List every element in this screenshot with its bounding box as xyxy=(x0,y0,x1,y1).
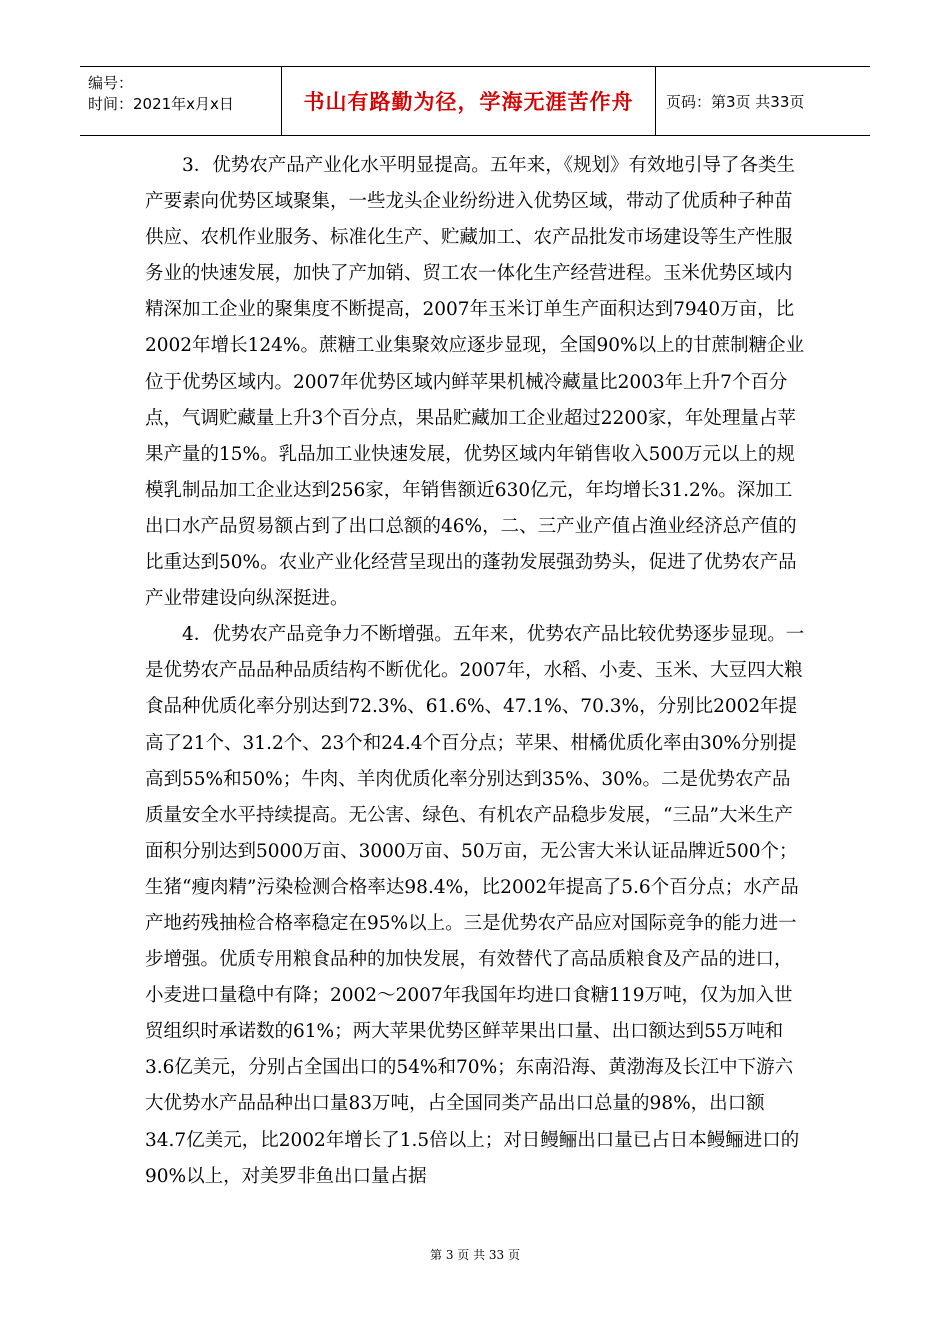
header-meta xyxy=(80,67,282,135)
header-motto: 书山有路勤为径，学海无涯苦作舟 xyxy=(282,67,656,135)
header-page-info: 页码：第3页 共33页 xyxy=(666,92,805,111)
document-date: 时间：2021年x月x日 xyxy=(88,95,234,113)
page-footer: 第 3 页 共 33 页 xyxy=(430,1248,520,1262)
document-number-label: 编号： xyxy=(88,74,134,92)
paragraph-3: 3．优势农产品产业化水平明显提高。五年来，《规划》有效地引导了各类生产要素向优势区域聚集，一些龙头企业纷纷进入优势区域，带动了优质种子种苗供应、农机作业服务、标准化生产、贮藏加工、农产品批发市场建设等生产性服务业的快速发展，加快了产加销、贸工农一体化生产经营进程。玉米优势区域内精深加工企业的聚集度不断提高，2007年玉米订单生产面积达到7940万亩，比2002年增长124%。蔗糖工业集聚效应逐步显现，全国90%以上的甘蔗制糖企业位于优势区域内。2007年优势区域内鲜苹果机械冷藏量比2003年上升7个百分点，气调贮藏量上升3个百分点，果品贮藏加工企业超过2200家，年处理量占苹果产量的15%。乳品加工业快速发展，优势区域内年销售收入500万元以上的规模乳制品加工企业达到256家，年销售额近630亿元，年均增长31.2%。深加工出口水产品贸易额占到了出口总额的46%，二、三产业产值占渔业经济总产值的比重达到50%。农业产业化经营呈现出的蓬勃发展强劲势头，促进了优势农产品产业带建设向纵深挺进。 xyxy=(145,155,805,610)
paragraph-4: 4．优势农产品竞争力不断增强。五年来，优势农产品比较优势逐步显现。一是优势农产品品种品质结构不断优化。2007年，水稻、小麦、玉米、大豆四大粮食品种优质化率分别达到72.3%、61.6%、47.1%、70.3%，分别比2002年提高了21个、31.2个、23个和24.4个百分点；苹果、柑橘优质化率由30%分别提高到55%和50%；牛肉、羊肉优质化率分别达到35%、30%。二是优势农产品质量安全水平持续提高。无公害、绿色、有机农产品稳步发展，“三品”大米生产面积分别达到5000万亩、3000万亩、50万亩，无公害大米认证品牌近500个；生猪“瘦肉精”污染检测合格率达98.4%，比2002年提高了5.6个百分点；水产品产地药残抽检合格率稳定在95%以上。三是优势农产品应对国际竞争的能力进一步增强。优质专用粮食品种的加快发展，有效替代了高品质粮食及产品的进口，小麦进口量稳中有降；2002～2007年我国年均进口食糖119万吨，仅为加入世贸组织时承诺数的61%；两大苹果优势区鲜苹果出口量、出口额达到55万吨和3.6亿美元，分别占全国出口的54%和70%；东南沿海、黄渤海及长江中下游六大优势水产品品种出口量83万吨，占全国同类产品出口总量的98%，出口额34.7亿美元，比2002年增长了1.5倍以上；对日鳗鲡出口量已占日本鳗鲡进口的90%以上，对美罗非鱼出口量占据 xyxy=(145,624,805,1187)
page-header xyxy=(80,66,870,136)
document-body xyxy=(145,148,805,1195)
